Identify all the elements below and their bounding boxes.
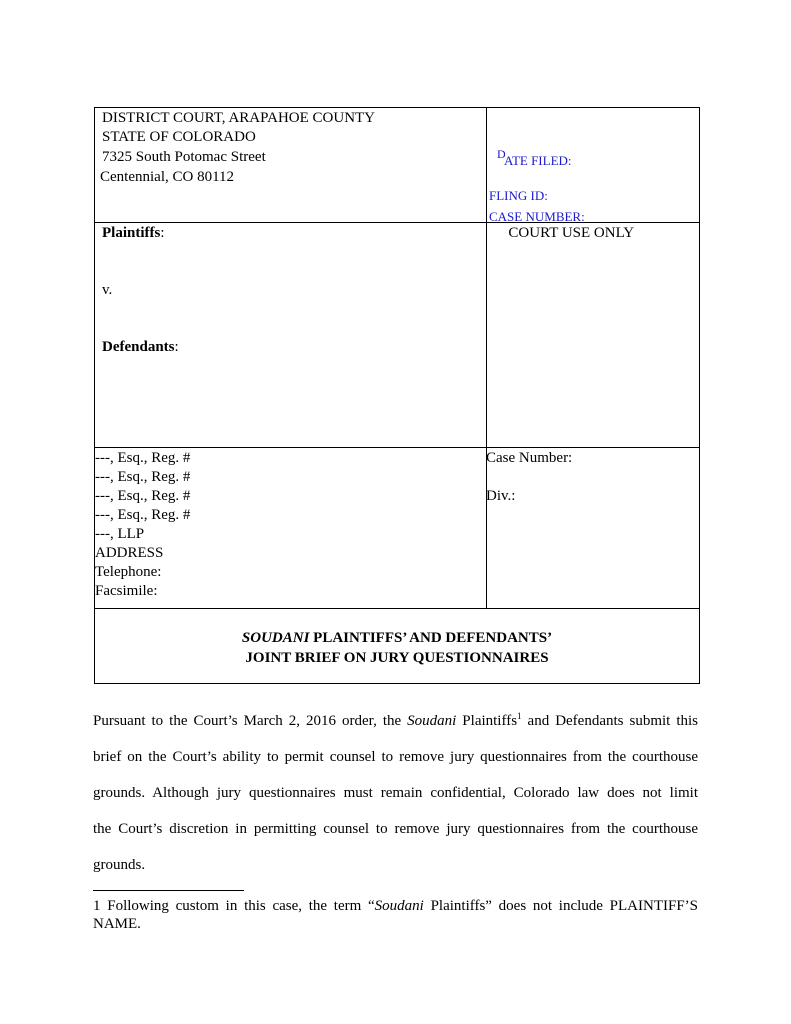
body-line-1-text-b: Plaintiffs	[456, 713, 518, 729]
caption-row-divider-2	[95, 447, 699, 448]
case-number-header-label: CASE NUMBER:	[489, 209, 585, 224]
date-filed-label: ATE FILED:	[504, 153, 572, 168]
body-line-1-text-a: Pursuant to the Court’s March 2, 2016 order, the	[93, 713, 408, 729]
body-line-1-italic: Soudani	[407, 713, 457, 729]
document-title-line-2: JOINT BRIEF ON JURY QUESTIONNAIRES	[245, 650, 549, 666]
attorney-line: ---, Esq., Reg. #	[95, 488, 191, 504]
date-filed-initial: D	[497, 147, 506, 161]
division-label: Div.:	[486, 488, 516, 504]
case-caption-table	[94, 107, 700, 684]
court-street: 7325 South Potomac Street	[102, 149, 266, 165]
attorney-telephone: Telephone:	[95, 564, 162, 580]
defendants-colon: :	[174, 339, 179, 355]
body-paragraph	[93, 703, 698, 883]
body-line-1-text-c: and Defendants submit this	[521, 713, 699, 729]
body-line-5: grounds.	[93, 857, 146, 873]
document-title-line-1	[95, 628, 699, 648]
caption-row-divider-3	[95, 608, 699, 609]
footnote-text-b: Plaintiffs” does not include PLAINTIFF’S NAME.	[93, 898, 698, 932]
caption-column-divider	[486, 108, 487, 608]
footnote-italic: Soudani	[374, 898, 424, 914]
body-line-3: grounds. Although jury questionnaires must remain confidential, Colorado law does not limit	[93, 785, 698, 801]
body-line-4: the Court’s discretion in permitting counsel to remove jury questionnaires from the courthouse	[93, 821, 698, 837]
footnote-text-a: 1 Following custom in this case, the term “	[93, 898, 375, 914]
document-title-italic: SOUDANI	[241, 630, 310, 646]
caption-row-divider-1	[95, 222, 699, 223]
document-title-line-1-rest: PLAINTIFFS’ AND DEFENDANTS’	[309, 630, 553, 646]
case-number-label: Case Number:	[486, 450, 573, 466]
footnote-separator	[93, 890, 244, 891]
footnote-text	[93, 897, 698, 933]
attorney-address: ADDRESS	[95, 545, 164, 561]
defendants-label: Defendants	[102, 339, 175, 355]
versus-label: v.	[102, 282, 113, 298]
attorney-line: ---, Esq., Reg. #	[95, 507, 191, 523]
body-line-2: brief on the Court’s ability to permit counsel to remove jury questionnaires from the courthouse	[93, 749, 698, 765]
body-line-1	[93, 703, 698, 739]
filing-id-label: FLING ID:	[489, 188, 548, 203]
attorney-firm: ---, LLP	[95, 526, 145, 542]
court-name: DISTRICT COURT, ARAPAHOE COUNTY	[102, 110, 376, 126]
court-state: STATE OF COLORADO	[102, 129, 256, 145]
plaintiffs-label: Plaintiffs	[102, 225, 161, 241]
footnote-reference[interactable]: 1	[517, 711, 522, 721]
plaintiffs-heading	[102, 224, 165, 243]
attorney-line: ---, Esq., Reg. #	[95, 469, 191, 485]
court-use-only-label:   COURT USE ONLY  	[493, 225, 649, 241]
attorney-line: ---, Esq., Reg. #	[95, 450, 191, 466]
attorney-facsimile: Facsimile:	[95, 583, 158, 599]
court-city: Centennial, CO 80112	[100, 169, 235, 185]
defendants-heading	[102, 338, 179, 357]
plaintiffs-colon: :	[160, 225, 165, 241]
